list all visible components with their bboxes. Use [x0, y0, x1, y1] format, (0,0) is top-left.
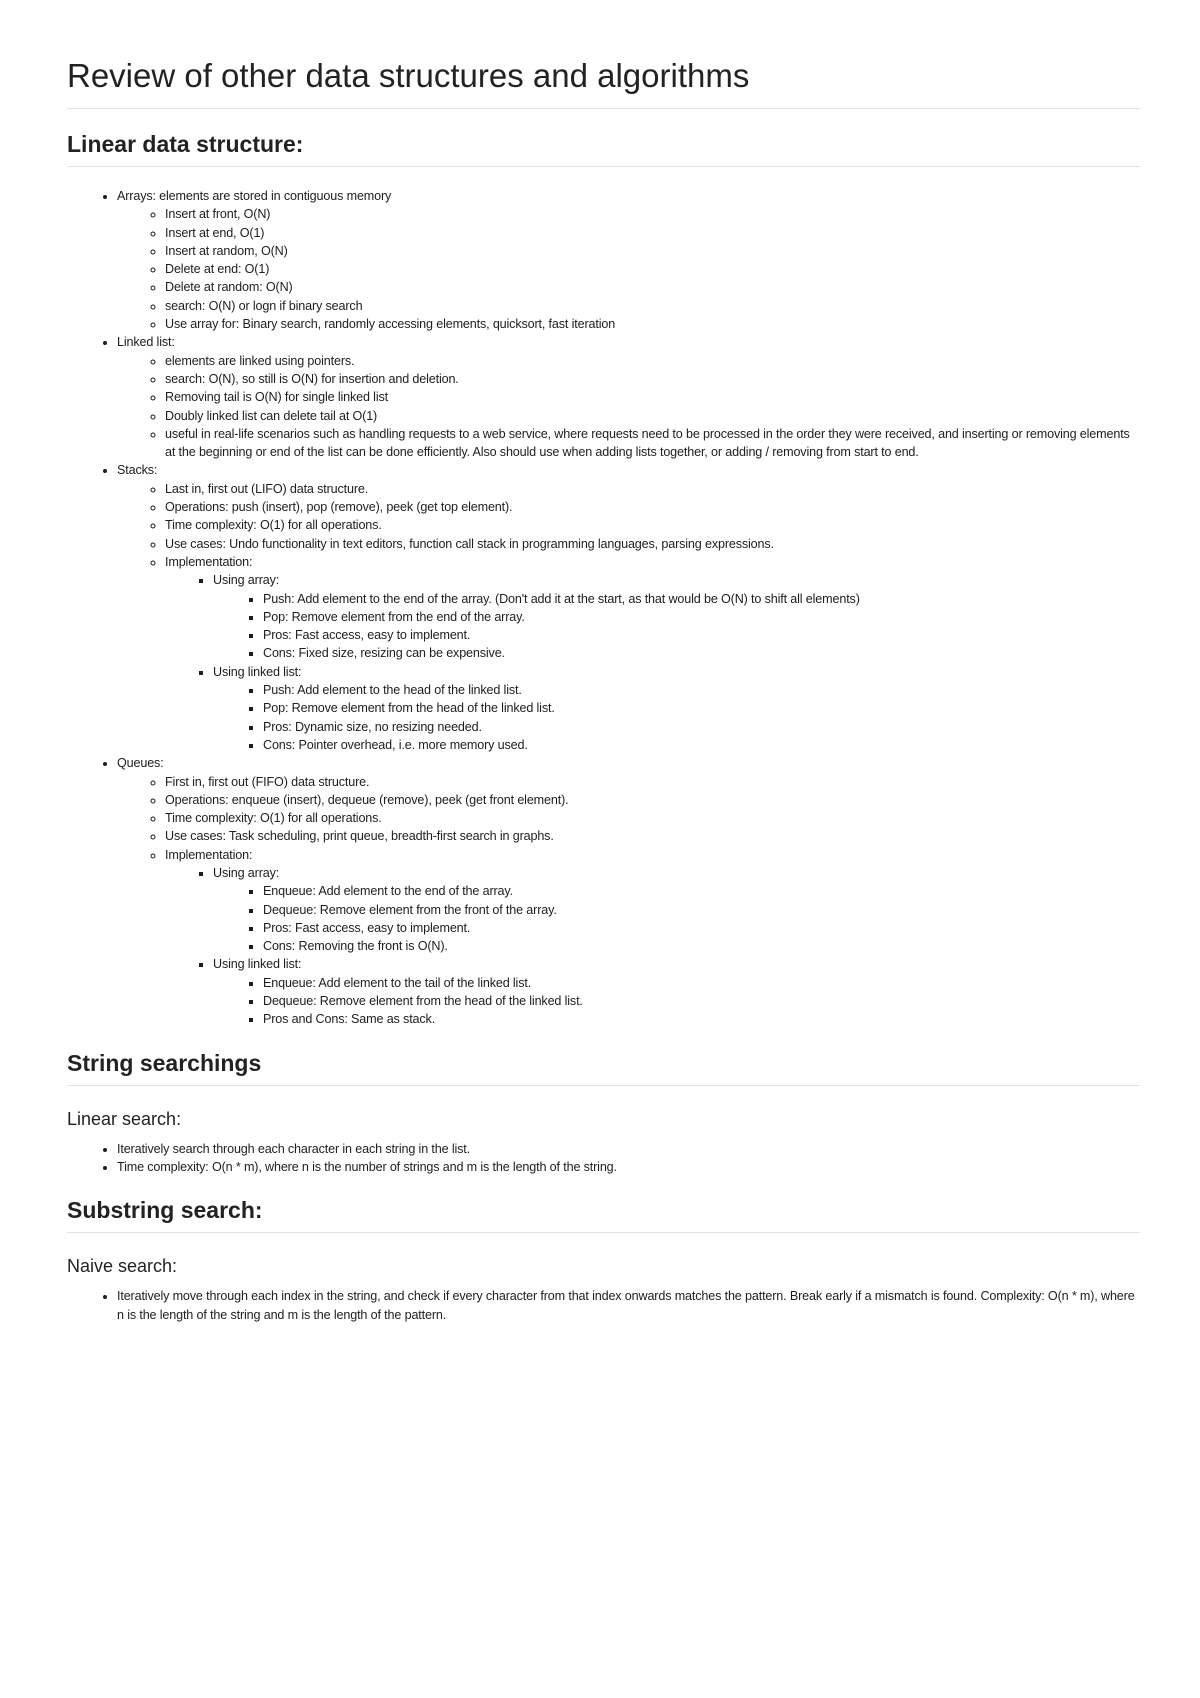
list-item: ▪ Dequeue: Remove element from the front of the array. [263, 901, 1140, 919]
list-item: ▪ Cons: Fixed size, resizing can be expensive. [263, 644, 1140, 662]
list-item: ◦ Last in, first out (LIFO) data structure. [165, 480, 1140, 498]
stacks-array-list [213, 590, 1140, 663]
queues-linked-list-list [213, 974, 1140, 1029]
list-item: ◦ elements are linked using pointers. [165, 352, 1140, 370]
page-title: Review of other data structures and algorithms [67, 56, 1140, 109]
list-item: ◦ Doubly linked list can delete tail at O(1) [165, 407, 1140, 425]
list-item: ▪ Pros: Dynamic size, no resizing needed. [263, 718, 1140, 736]
list-item-using-linked-list [213, 955, 1140, 1028]
list-item: ▪ Push: Add element to the head of the linked list. [263, 681, 1140, 699]
linear-search-list [67, 1140, 1140, 1177]
subheading-linear-search: Linear search: [67, 1108, 182, 1129]
subheading-naive-search: Naive search: [67, 1256, 178, 1277]
list-item: ◦ Removing tail is O(N) for single linked list [165, 388, 1140, 406]
list-item: ◦ Operations: enqueue (insert), dequeue (remove), peek (get front element). [165, 791, 1140, 809]
list-item: • Iteratively move through each index in the string, and check if every character from that index onwards matches the pattern. Break early if a mismatch is found. Complexity: O(n * m), where n is the length of the string and m is the length of the pattern. [117, 1287, 1140, 1324]
list-item: ▪ Pros: Fast access, easy to implement. [263, 626, 1140, 644]
list-item: ▪ Push: Add element to the end of the array. (Don't add it at the start, as that would be O(N) to shift all elements) [263, 590, 1140, 608]
stacks-label: Stacks: [117, 463, 158, 478]
list-item: ◦ Time complexity: O(1) for all operations. [165, 516, 1140, 534]
list-item: ◦ Delete at random: O(N) [165, 278, 1140, 296]
list-item-implementation [165, 846, 1140, 1029]
list-item-implementation [165, 553, 1140, 754]
linear-structures-list [67, 187, 1140, 1029]
section-heading-linear: Linear data structure: [67, 129, 1140, 167]
list-item: ▪ Pop: Remove element from the head of the linked list. [263, 699, 1140, 717]
stacks-implementation-list [165, 571, 1140, 754]
using-array-label: Using array: [213, 573, 280, 588]
list-item: ◦ Insert at random, O(N) [165, 242, 1140, 260]
list-item: ◦ search: O(N), so still is O(N) for insertion and deletion. [165, 370, 1140, 388]
list-item: • Time complexity: O(n * m), where n is the number of strings and m is the length of the string. [117, 1158, 1140, 1176]
list-item-using-array [213, 864, 1140, 955]
list-item: ◦ Insert at end, O(1) [165, 224, 1140, 242]
list-item: ◦ Use cases: Undo functionality in text editors, function call stack in programming languages, parsing expressions. [165, 535, 1140, 553]
list-item-using-linked-list [213, 663, 1140, 754]
list-item-arrays [117, 187, 1140, 333]
queues-sublist [117, 773, 1140, 1029]
list-item: ◦ Insert at front, O(N) [165, 205, 1140, 223]
implementation-label: Implementation: [165, 847, 253, 862]
queues-array-list [213, 882, 1140, 955]
list-item: ◦ Operations: push (insert), pop (remove), peek (get top element). [165, 498, 1140, 516]
list-item: ◦ Delete at end: O(1) [165, 260, 1140, 278]
queues-label: Queues: [117, 756, 164, 771]
arrays-sublist [117, 205, 1140, 333]
stacks-sublist [117, 480, 1140, 754]
using-array-label: Using array: [213, 865, 280, 880]
queues-implementation-list [165, 864, 1140, 1029]
list-item: ▪ Dequeue: Remove element from the head of the linked list. [263, 992, 1140, 1010]
section-heading-string-searchings: String searchings [67, 1048, 1140, 1086]
list-item: ▪ Enqueue: Add element to the end of the array. [263, 882, 1140, 900]
list-item-stacks [117, 461, 1140, 754]
list-item-using-array [213, 571, 1140, 662]
list-item: ▪ Cons: Removing the front is O(N). [263, 937, 1140, 955]
list-item: ◦ First in, first out (FIFO) data structure. [165, 773, 1140, 791]
list-item: • Iteratively search through each character in each string in the list. [117, 1140, 1140, 1158]
section-heading-substring-search: Substring search: [67, 1195, 1140, 1233]
linked-list-sublist [117, 352, 1140, 462]
list-item: ◦ search: O(N) or logn if binary search [165, 297, 1140, 315]
list-item: ▪ Enqueue: Add element to the tail of the linked list. [263, 974, 1140, 992]
implementation-label: Implementation: [165, 554, 253, 569]
list-item: ▪ Pros and Cons: Same as stack. [263, 1010, 1140, 1028]
naive-search-list [67, 1287, 1140, 1324]
arrays-label: Arrays: elements are stored in contiguous memory [117, 189, 392, 203]
list-item: ▪ Cons: Pointer overhead, i.e. more memory used. [263, 736, 1140, 754]
list-item-linked-list [117, 333, 1140, 461]
linked-list-label: Linked list: [117, 335, 175, 350]
list-item: ▪ Pop: Remove element from the end of the array. [263, 608, 1140, 626]
list-item: ◦ Use array for: Binary search, randomly accessing elements, quicksort, fast iteration [165, 315, 1140, 333]
list-item: ◦ Use cases: Task scheduling, print queue, breadth-first search in graphs. [165, 827, 1140, 845]
using-linked-list-label: Using linked list: [213, 664, 302, 679]
using-linked-list-label: Using linked list: [213, 957, 302, 972]
list-item: ▪ Pros: Fast access, easy to implement. [263, 919, 1140, 937]
stacks-linked-list-list [213, 681, 1140, 754]
list-item-queues [117, 754, 1140, 1028]
list-item: ◦ useful in real-life scenarios such as handling requests to a web service, where requests need to be processed in the order they were received, and inserting or removing elements at the beginning or end of the list can be done efficiently. Also should use when adding lists together, or adding / removing from start to end. [165, 425, 1140, 462]
list-item: ◦ Time complexity: O(1) for all operations. [165, 809, 1140, 827]
